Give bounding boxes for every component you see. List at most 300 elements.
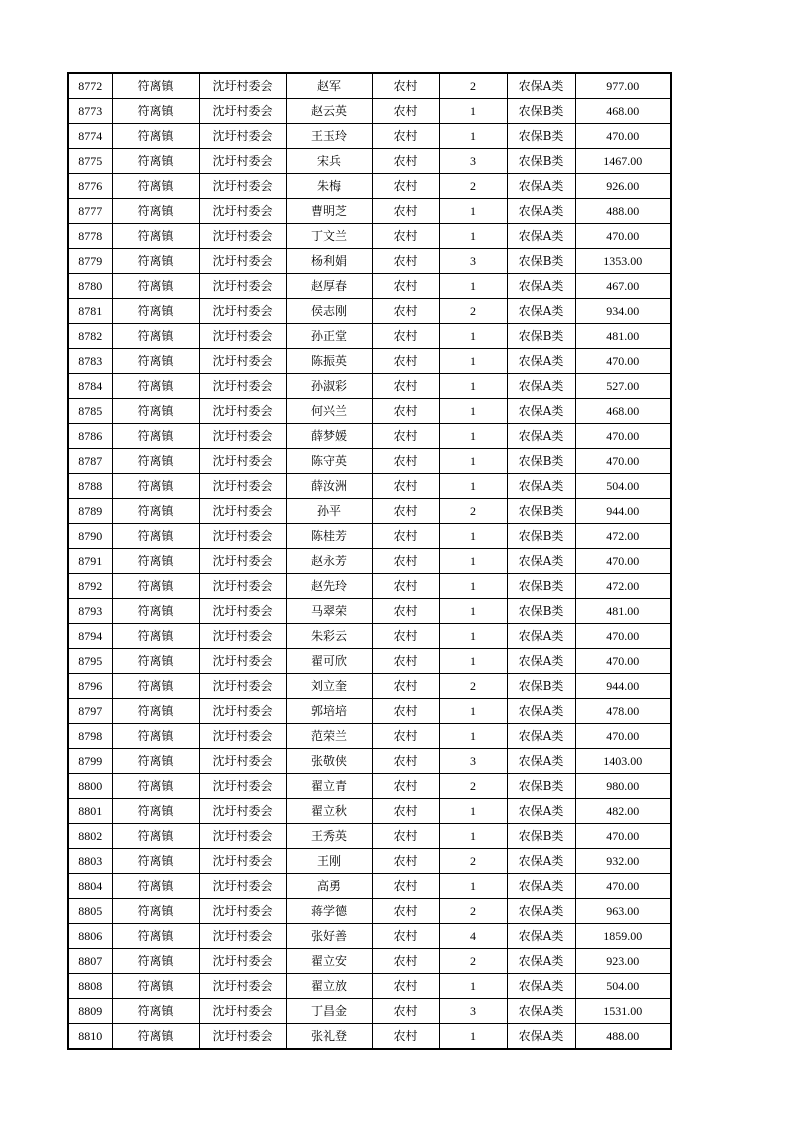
name-cell: 刘立奎 [286, 674, 372, 699]
name-cell: 朱彩云 [286, 624, 372, 649]
serial-number-cell: 8784 [68, 374, 112, 399]
area-type-cell: 农村 [372, 524, 439, 549]
village-committee-cell: 沈圩村委会 [199, 549, 286, 574]
household-size-cell: 1 [439, 374, 507, 399]
village-committee-cell: 沈圩村委会 [199, 749, 286, 774]
name-cell: 王玉玲 [286, 124, 372, 149]
village-committee-cell: 沈圩村委会 [199, 324, 286, 349]
serial-number-cell: 8780 [68, 274, 112, 299]
amount-cell: 468.00 [575, 99, 671, 124]
area-type-cell: 农村 [372, 874, 439, 899]
serial-number-cell: 8789 [68, 499, 112, 524]
village-committee-cell: 沈圩村委会 [199, 799, 286, 824]
category-cell: 农保A类 [507, 374, 575, 399]
area-type-cell: 农村 [372, 974, 439, 999]
household-size-cell: 1 [439, 324, 507, 349]
serial-number-cell: 8783 [68, 349, 112, 374]
name-cell: 张礼登 [286, 1024, 372, 1050]
category-cell: 农保A类 [507, 349, 575, 374]
name-cell: 丁文兰 [286, 224, 372, 249]
amount-cell: 1403.00 [575, 749, 671, 774]
category-cell: 农保A类 [507, 549, 575, 574]
village-committee-cell: 沈圩村委会 [199, 699, 286, 724]
amount-cell: 470.00 [575, 449, 671, 474]
area-type-cell: 农村 [372, 849, 439, 874]
village-committee-cell: 沈圩村委会 [199, 99, 286, 124]
name-cell: 薛梦媛 [286, 424, 372, 449]
town-cell: 符离镇 [112, 199, 199, 224]
table-row [68, 724, 671, 749]
amount-cell: 932.00 [575, 849, 671, 874]
household-size-cell: 1 [439, 874, 507, 899]
amount-cell: 470.00 [575, 824, 671, 849]
serial-number-cell: 8782 [68, 324, 112, 349]
area-type-cell: 农村 [372, 349, 439, 374]
amount-cell: 944.00 [575, 674, 671, 699]
household-size-cell: 2 [439, 674, 507, 699]
household-size-cell: 1 [439, 199, 507, 224]
village-committee-cell: 沈圩村委会 [199, 524, 286, 549]
amount-cell: 1353.00 [575, 249, 671, 274]
serial-number-cell: 8794 [68, 624, 112, 649]
village-committee-cell: 沈圩村委会 [199, 1024, 286, 1050]
town-cell: 符离镇 [112, 499, 199, 524]
village-committee-cell: 沈圩村委会 [199, 274, 286, 299]
category-cell: 农保B类 [507, 599, 575, 624]
serial-number-cell: 8788 [68, 474, 112, 499]
area-type-cell: 农村 [372, 549, 439, 574]
household-size-cell: 1 [439, 549, 507, 574]
name-cell: 翟立秋 [286, 799, 372, 824]
town-cell: 符离镇 [112, 799, 199, 824]
amount-cell: 980.00 [575, 774, 671, 799]
relief-roster-table [67, 72, 672, 1050]
area-type-cell: 农村 [372, 599, 439, 624]
household-size-cell: 3 [439, 999, 507, 1024]
town-cell: 符离镇 [112, 824, 199, 849]
area-type-cell: 农村 [372, 799, 439, 824]
serial-number-cell: 8805 [68, 899, 112, 924]
area-type-cell: 农村 [372, 124, 439, 149]
village-committee-cell: 沈圩村委会 [199, 424, 286, 449]
household-size-cell: 1 [439, 599, 507, 624]
village-committee-cell: 沈圩村委会 [199, 174, 286, 199]
village-committee-cell: 沈圩村委会 [199, 949, 286, 974]
amount-cell: 504.00 [575, 474, 671, 499]
town-cell: 符离镇 [112, 574, 199, 599]
name-cell: 张敬侠 [286, 749, 372, 774]
category-cell: 农保B类 [507, 774, 575, 799]
village-committee-cell: 沈圩村委会 [199, 574, 286, 599]
name-cell: 陈桂芳 [286, 524, 372, 549]
amount-cell: 470.00 [575, 649, 671, 674]
amount-cell: 923.00 [575, 949, 671, 974]
area-type-cell: 农村 [372, 999, 439, 1024]
category-cell: 农保A类 [507, 424, 575, 449]
name-cell: 马翠荣 [286, 599, 372, 624]
name-cell: 赵厚春 [286, 274, 372, 299]
household-size-cell: 2 [439, 774, 507, 799]
household-size-cell: 1 [439, 399, 507, 424]
town-cell: 符离镇 [112, 374, 199, 399]
category-cell: 农保A类 [507, 924, 575, 949]
name-cell: 孙平 [286, 499, 372, 524]
amount-cell: 470.00 [575, 349, 671, 374]
household-size-cell: 3 [439, 149, 507, 174]
category-cell: 农保B类 [507, 674, 575, 699]
town-cell: 符离镇 [112, 349, 199, 374]
area-type-cell: 农村 [372, 499, 439, 524]
name-cell: 侯志刚 [286, 299, 372, 324]
amount-cell: 926.00 [575, 174, 671, 199]
amount-cell: 470.00 [575, 424, 671, 449]
serial-number-cell: 8803 [68, 849, 112, 874]
village-committee-cell: 沈圩村委会 [199, 624, 286, 649]
table-row [68, 299, 671, 324]
household-size-cell: 3 [439, 249, 507, 274]
serial-number-cell: 8796 [68, 674, 112, 699]
table-row [68, 799, 671, 824]
table-row [68, 574, 671, 599]
table-row [68, 274, 671, 299]
village-committee-cell: 沈圩村委会 [199, 399, 286, 424]
serial-number-cell: 8776 [68, 174, 112, 199]
amount-cell: 467.00 [575, 274, 671, 299]
table-row [68, 474, 671, 499]
town-cell: 符离镇 [112, 399, 199, 424]
serial-number-cell: 8786 [68, 424, 112, 449]
area-type-cell: 农村 [372, 724, 439, 749]
name-cell: 张好善 [286, 924, 372, 949]
household-size-cell: 4 [439, 924, 507, 949]
serial-number-cell: 8800 [68, 774, 112, 799]
serial-number-cell: 8791 [68, 549, 112, 574]
table-row [68, 524, 671, 549]
amount-cell: 504.00 [575, 974, 671, 999]
household-size-cell: 1 [439, 824, 507, 849]
table-row [68, 424, 671, 449]
category-cell: 农保B类 [507, 824, 575, 849]
amount-cell: 488.00 [575, 199, 671, 224]
table-body [68, 73, 671, 1049]
village-committee-cell: 沈圩村委会 [199, 449, 286, 474]
village-committee-cell: 沈圩村委会 [199, 73, 286, 99]
serial-number-cell: 8802 [68, 824, 112, 849]
household-size-cell: 1 [439, 1024, 507, 1050]
household-size-cell: 1 [439, 624, 507, 649]
household-size-cell: 1 [439, 699, 507, 724]
amount-cell: 470.00 [575, 124, 671, 149]
name-cell: 朱梅 [286, 174, 372, 199]
area-type-cell: 农村 [372, 924, 439, 949]
amount-cell: 934.00 [575, 299, 671, 324]
village-committee-cell: 沈圩村委会 [199, 499, 286, 524]
category-cell: 农保A类 [507, 274, 575, 299]
table-row [68, 849, 671, 874]
area-type-cell: 农村 [372, 649, 439, 674]
name-cell: 翟立放 [286, 974, 372, 999]
name-cell: 翟立青 [286, 774, 372, 799]
area-type-cell: 农村 [372, 949, 439, 974]
table-row [68, 749, 671, 774]
town-cell: 符离镇 [112, 324, 199, 349]
category-cell: 农保A类 [507, 749, 575, 774]
amount-cell: 481.00 [575, 324, 671, 349]
town-cell: 符离镇 [112, 599, 199, 624]
village-committee-cell: 沈圩村委会 [199, 774, 286, 799]
name-cell: 丁昌金 [286, 999, 372, 1024]
serial-number-cell: 8772 [68, 73, 112, 99]
town-cell: 符离镇 [112, 974, 199, 999]
table-row [68, 349, 671, 374]
category-cell: 农保B类 [507, 524, 575, 549]
area-type-cell: 农村 [372, 474, 439, 499]
town-cell: 符离镇 [112, 73, 199, 99]
village-committee-cell: 沈圩村委会 [199, 474, 286, 499]
village-committee-cell: 沈圩村委会 [199, 249, 286, 274]
serial-number-cell: 8801 [68, 799, 112, 824]
category-cell: 农保B类 [507, 499, 575, 524]
category-cell: 农保A类 [507, 974, 575, 999]
category-cell: 农保A类 [507, 724, 575, 749]
name-cell: 蒋学德 [286, 899, 372, 924]
category-cell: 农保A类 [507, 399, 575, 424]
amount-cell: 470.00 [575, 724, 671, 749]
village-committee-cell: 沈圩村委会 [199, 224, 286, 249]
category-cell: 农保B类 [507, 149, 575, 174]
name-cell: 王刚 [286, 849, 372, 874]
category-cell: 农保B类 [507, 324, 575, 349]
serial-number-cell: 8773 [68, 99, 112, 124]
name-cell: 陈振英 [286, 349, 372, 374]
serial-number-cell: 8808 [68, 974, 112, 999]
town-cell: 符离镇 [112, 474, 199, 499]
table-row [68, 899, 671, 924]
area-type-cell: 农村 [372, 899, 439, 924]
category-cell: 农保A类 [507, 999, 575, 1024]
name-cell: 王秀英 [286, 824, 372, 849]
serial-number-cell: 8804 [68, 874, 112, 899]
village-committee-cell: 沈圩村委会 [199, 874, 286, 899]
category-cell: 农保A类 [507, 874, 575, 899]
category-cell: 农保A类 [507, 474, 575, 499]
household-size-cell: 1 [439, 449, 507, 474]
category-cell: 农保B类 [507, 99, 575, 124]
town-cell: 符离镇 [112, 299, 199, 324]
household-size-cell: 1 [439, 649, 507, 674]
village-committee-cell: 沈圩村委会 [199, 349, 286, 374]
area-type-cell: 农村 [372, 774, 439, 799]
serial-number-cell: 8810 [68, 1024, 112, 1050]
town-cell: 符离镇 [112, 949, 199, 974]
area-type-cell: 农村 [372, 399, 439, 424]
table-row [68, 249, 671, 274]
amount-cell: 470.00 [575, 224, 671, 249]
name-cell: 翟可欣 [286, 649, 372, 674]
table-row [68, 324, 671, 349]
table-row [68, 674, 671, 699]
town-cell: 符离镇 [112, 874, 199, 899]
name-cell: 赵云英 [286, 99, 372, 124]
town-cell: 符离镇 [112, 274, 199, 299]
area-type-cell: 农村 [372, 574, 439, 599]
amount-cell: 472.00 [575, 574, 671, 599]
household-size-cell: 1 [439, 574, 507, 599]
table-row [68, 73, 671, 99]
name-cell: 曹明芝 [286, 199, 372, 224]
serial-number-cell: 8798 [68, 724, 112, 749]
town-cell: 符离镇 [112, 999, 199, 1024]
table-row [68, 224, 671, 249]
table-row [68, 199, 671, 224]
household-size-cell: 1 [439, 224, 507, 249]
town-cell: 符离镇 [112, 624, 199, 649]
village-committee-cell: 沈圩村委会 [199, 924, 286, 949]
household-size-cell: 2 [439, 899, 507, 924]
town-cell: 符离镇 [112, 699, 199, 724]
table-row [68, 874, 671, 899]
village-committee-cell: 沈圩村委会 [199, 299, 286, 324]
village-committee-cell: 沈圩村委会 [199, 649, 286, 674]
area-type-cell: 农村 [372, 624, 439, 649]
category-cell: 农保A类 [507, 174, 575, 199]
area-type-cell: 农村 [372, 174, 439, 199]
area-type-cell: 农村 [372, 249, 439, 274]
table-row [68, 499, 671, 524]
town-cell: 符离镇 [112, 149, 199, 174]
name-cell: 宋兵 [286, 149, 372, 174]
amount-cell: 977.00 [575, 73, 671, 99]
name-cell: 赵永芳 [286, 549, 372, 574]
area-type-cell: 农村 [372, 449, 439, 474]
household-size-cell: 2 [439, 73, 507, 99]
area-type-cell: 农村 [372, 674, 439, 699]
area-type-cell: 农村 [372, 699, 439, 724]
town-cell: 符离镇 [112, 124, 199, 149]
amount-cell: 963.00 [575, 899, 671, 924]
table-row [68, 649, 671, 674]
village-committee-cell: 沈圩村委会 [199, 199, 286, 224]
table-row [68, 824, 671, 849]
town-cell: 符离镇 [112, 924, 199, 949]
household-size-cell: 1 [439, 799, 507, 824]
village-committee-cell: 沈圩村委会 [199, 899, 286, 924]
table-row [68, 599, 671, 624]
town-cell: 符离镇 [112, 899, 199, 924]
town-cell: 符离镇 [112, 649, 199, 674]
table-row [68, 999, 671, 1024]
village-committee-cell: 沈圩村委会 [199, 724, 286, 749]
table-row [68, 124, 671, 149]
table-row [68, 149, 671, 174]
name-cell: 翟立安 [286, 949, 372, 974]
town-cell: 符离镇 [112, 849, 199, 874]
amount-cell: 481.00 [575, 599, 671, 624]
table-row [68, 99, 671, 124]
area-type-cell: 农村 [372, 374, 439, 399]
name-cell: 郭培培 [286, 699, 372, 724]
table-row [68, 774, 671, 799]
town-cell: 符离镇 [112, 774, 199, 799]
town-cell: 符离镇 [112, 249, 199, 274]
category-cell: 农保A类 [507, 224, 575, 249]
serial-number-cell: 8807 [68, 949, 112, 974]
category-cell: 农保A类 [507, 73, 575, 99]
amount-cell: 1859.00 [575, 924, 671, 949]
category-cell: 农保B类 [507, 574, 575, 599]
village-committee-cell: 沈圩村委会 [199, 849, 286, 874]
serial-number-cell: 8787 [68, 449, 112, 474]
category-cell: 农保A类 [507, 899, 575, 924]
table-row [68, 974, 671, 999]
category-cell: 农保B类 [507, 449, 575, 474]
household-size-cell: 2 [439, 299, 507, 324]
serial-number-cell: 8774 [68, 124, 112, 149]
household-size-cell: 1 [439, 99, 507, 124]
serial-number-cell: 8797 [68, 699, 112, 724]
serial-number-cell: 8795 [68, 649, 112, 674]
serial-number-cell: 8799 [68, 749, 112, 774]
name-cell: 赵先玲 [286, 574, 372, 599]
household-size-cell: 2 [439, 849, 507, 874]
table-row [68, 699, 671, 724]
serial-number-cell: 8779 [68, 249, 112, 274]
area-type-cell: 农村 [372, 424, 439, 449]
area-type-cell: 农村 [372, 274, 439, 299]
household-size-cell: 2 [439, 174, 507, 199]
household-size-cell: 1 [439, 974, 507, 999]
household-size-cell: 3 [439, 749, 507, 774]
category-cell: 农保B类 [507, 249, 575, 274]
amount-cell: 470.00 [575, 624, 671, 649]
amount-cell: 1467.00 [575, 149, 671, 174]
category-cell: 农保A类 [507, 949, 575, 974]
category-cell: 农保A类 [507, 624, 575, 649]
village-committee-cell: 沈圩村委会 [199, 599, 286, 624]
amount-cell: 472.00 [575, 524, 671, 549]
table-row [68, 549, 671, 574]
serial-number-cell: 8778 [68, 224, 112, 249]
name-cell: 杨利娟 [286, 249, 372, 274]
area-type-cell: 农村 [372, 99, 439, 124]
serial-number-cell: 8781 [68, 299, 112, 324]
household-size-cell: 1 [439, 474, 507, 499]
household-size-cell: 1 [439, 124, 507, 149]
area-type-cell: 农村 [372, 324, 439, 349]
amount-cell: 470.00 [575, 549, 671, 574]
household-size-cell: 2 [439, 949, 507, 974]
village-committee-cell: 沈圩村委会 [199, 999, 286, 1024]
household-size-cell: 1 [439, 724, 507, 749]
amount-cell: 488.00 [575, 1024, 671, 1050]
category-cell: 农保A类 [507, 849, 575, 874]
name-cell: 孙淑彩 [286, 374, 372, 399]
amount-cell: 470.00 [575, 874, 671, 899]
village-committee-cell: 沈圩村委会 [199, 374, 286, 399]
area-type-cell: 农村 [372, 749, 439, 774]
town-cell: 符离镇 [112, 1024, 199, 1050]
table-row [68, 374, 671, 399]
category-cell: 农保A类 [507, 699, 575, 724]
village-committee-cell: 沈圩村委会 [199, 149, 286, 174]
category-cell: 农保A类 [507, 299, 575, 324]
name-cell: 孙正堂 [286, 324, 372, 349]
area-type-cell: 农村 [372, 824, 439, 849]
table-row [68, 449, 671, 474]
table-row [68, 1024, 671, 1050]
household-size-cell: 1 [439, 274, 507, 299]
name-cell: 何兴兰 [286, 399, 372, 424]
